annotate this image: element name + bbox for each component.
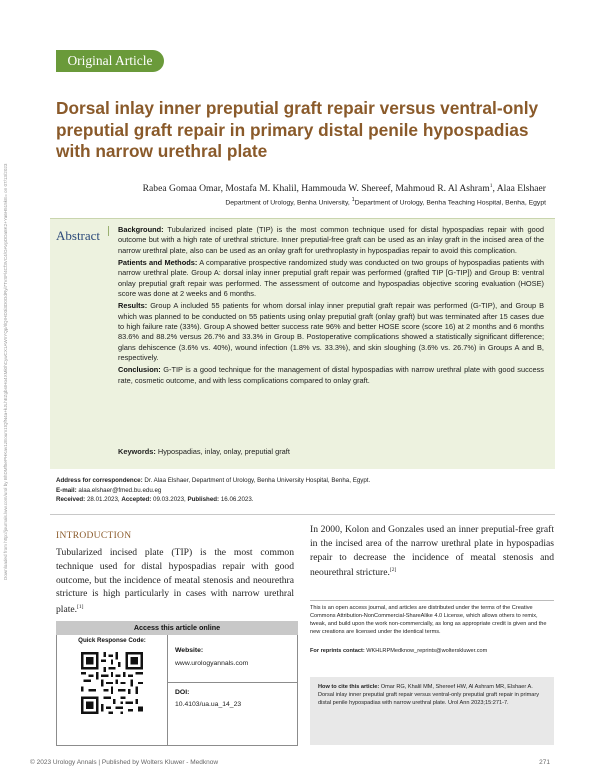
access-hdivider bbox=[168, 682, 298, 683]
page-number: 271 bbox=[539, 759, 550, 766]
reprints bbox=[310, 648, 487, 654]
abstract-text bbox=[118, 225, 544, 388]
published-label: Published: bbox=[187, 496, 220, 503]
col2-text: In 2000, Kolon and Gonzales used an inner preputial-free graft in the incised area of the narrow urethral plate in hypospadias repair to decrease the incidence of meatal stenosis and neourethral stricture. bbox=[310, 524, 554, 579]
background-label: Background: bbox=[118, 225, 164, 234]
conclusion-label: Conclusion: bbox=[118, 365, 161, 375]
background-text: Tubularized incised plate (TIP) is the most common technique used for distal hypospadias repair with good outcome but with a high rate of urethral stricture. Inner preputial-free graft can be used as an inlay graft in the incised area of the narrow urethral plate, also can be used as an onlay graft for urethroplasty in hypospadias repair to avoid this complication. bbox=[118, 225, 544, 255]
received-date: 28.01.2023, bbox=[86, 496, 120, 503]
results-label: Results: bbox=[118, 301, 148, 311]
keywords bbox=[118, 447, 290, 456]
intro-paragraph bbox=[56, 546, 294, 617]
website-link[interactable]: www.urologyannals.com bbox=[175, 660, 249, 667]
col2-ref[interactable]: [2] bbox=[389, 567, 397, 574]
footer-copyright: © 2023 Urology Annals | Published by Wolters Kluwer - Medknow bbox=[30, 759, 219, 766]
doi-link[interactable]: 10.4103/ua.ua_14_23 bbox=[175, 701, 242, 708]
published-date: 16.06.2023. bbox=[220, 496, 254, 503]
access-vdivider bbox=[167, 635, 168, 745]
affiliation-1: Department of Urology, Benha University, bbox=[225, 199, 352, 207]
corr-label: Address for correspondence: bbox=[56, 477, 143, 484]
email-link[interactable]: alaa.elshaer@fmed.bu.edu.eg bbox=[78, 486, 162, 494]
open-access-divider bbox=[310, 600, 554, 601]
correspondence bbox=[56, 476, 556, 505]
conclusion-text: G-TIP is a good technique for the management of distal hypospadias with narrow urethral plate with good success rate, cosmetic outcome, and with less complications compared to onlay graft. bbox=[118, 365, 544, 385]
article-type-tab: Original Article bbox=[56, 50, 164, 72]
affiliation-sup: 1 bbox=[351, 197, 355, 203]
results-text: Group A included 55 patients for whom dorsal inlay inner preputial graft repair was performed (G-TIP), and Group B which was planned to be conducted on 55 patients using onlay preputial graft (onlay graft) but was terminated after 15 cases due to high failure rate (33%). Group A showed better success rate 96% and better HOSE score (score 16) at 2 months and 6 months 83.6% and 88.2% versus 26.7% and 33.3% in Group B. Postoperative complications showed a statistically significant difference; glans dehiscence (3.6% vs. 40%), wound infection (1.8% vs. 33.3%), and skin sloughing (3.6% vs. 26.7%) in Groups A and B, respectively. bbox=[118, 301, 544, 363]
article-title: Dorsal inlay inner preputial graft repair versus ventral-only preputial graft repair in primary distal penile hypospadias with narrow urethral plate bbox=[56, 98, 539, 161]
abstract-divider bbox=[108, 226, 109, 236]
reprints-label: For reprints contact: bbox=[310, 648, 365, 654]
cite-label: How to cite this article: bbox=[318, 684, 380, 690]
corr-text: Dr. Alaa Elshaer, Department of Urology, Benha University Hospital, Benha, Egypt. bbox=[144, 477, 371, 484]
accepted-label: Accepted: bbox=[121, 496, 152, 503]
abstract-label: Abstract bbox=[56, 228, 101, 243]
author-last: , Alaa Elshaer bbox=[492, 183, 546, 195]
accepted-date: 09.03.2023, bbox=[153, 496, 186, 503]
citation-text bbox=[318, 684, 548, 708]
intro-heading: INTRODUCTION bbox=[56, 531, 132, 541]
col2-paragraph bbox=[310, 523, 554, 580]
qr-code-icon[interactable] bbox=[81, 652, 143, 714]
reprints-email[interactable]: WKHLRPMedknow_reprints@wolterskluwer.com bbox=[366, 648, 488, 654]
affiliation-2: Department of Urology, Benha Teaching Hospital, Benha, Egypt bbox=[354, 199, 546, 207]
keywords-label: Keywords: bbox=[118, 447, 156, 456]
open-access-notice: This is an open access journal, and articles are distributed under the terms of the Creative Commons Attribution-NonCommercial-ShareAlike 4.0 License, which allows others to remix, tweak, and build upon the work non-commercially, as long as appropriate credit is given and the new creations are licensed under the identical terms. bbox=[310, 605, 547, 635]
cite-body: Omar RG, Khalil MM, Shereef HW, Al Ashram MR, Elshaer A. Dorsal inlay inner preputial graft repair versus ventral-only preputial graft repair in primary distal penile hypospadias with narrow urethral plate. Urol Ann 2023;15:271-7. bbox=[318, 684, 540, 706]
email-label: E-mail: bbox=[56, 486, 77, 494]
methods-text: A comparative prospective randomized study was conducted on two groups of hypospadias patients with narrow urethral plate. Group A: dorsal inlay inner preputial graft repair was performed (grafted TIP [G-TIP]) and Group B: ventral onlay preputial graft repair was performed. The assessment of outcome and hypospadias objective scoring evaluation (HOSE) score was done at 2 weeks and 6 months. bbox=[118, 258, 545, 299]
access-heading: Access this article online bbox=[56, 621, 298, 635]
download-side-note: Downloaded from http://journals.lww.com/urol by BhDMf5ePHKav1zEoum1tQfN4a+kJLhEZgbsIHo4XMi0hCywCX1AWnYQp/IlQrHD3i3D0OdRyi7TvSFl4Cf3VC4/OAVpDDa8K2+Ya6H515kE= on 07/13/2023 bbox=[3, 163, 8, 580]
received-label: Received: bbox=[56, 496, 86, 503]
author-list: Rabea Gomaa Omar, Mostafa M. Khalil, Hammouda W. Shereef, Mahmoud R. Al Ashram bbox=[142, 183, 490, 195]
affiliations bbox=[56, 197, 546, 206]
qr-label: Quick Response Code: bbox=[78, 637, 146, 644]
author-affil-sup: 1 bbox=[489, 183, 493, 189]
keywords-text: Hypospadias, inlay, onlay, preputial graft bbox=[157, 447, 290, 456]
website-label: Website: bbox=[175, 647, 204, 654]
doi-label: DOI: bbox=[175, 689, 190, 696]
intro-ref[interactable]: [1] bbox=[77, 604, 84, 611]
authors bbox=[56, 183, 546, 194]
methods-label: Patients and Methods: bbox=[118, 258, 198, 268]
section-divider bbox=[50, 514, 555, 515]
intro-text: Tubularized incised plate (TIP) is the most common technique used for distal hypospadias repair with good outcome, but the incidence of meatal stenosis and neourethra stricture is high particularly in cases with narrow urethral plate. bbox=[56, 547, 294, 616]
